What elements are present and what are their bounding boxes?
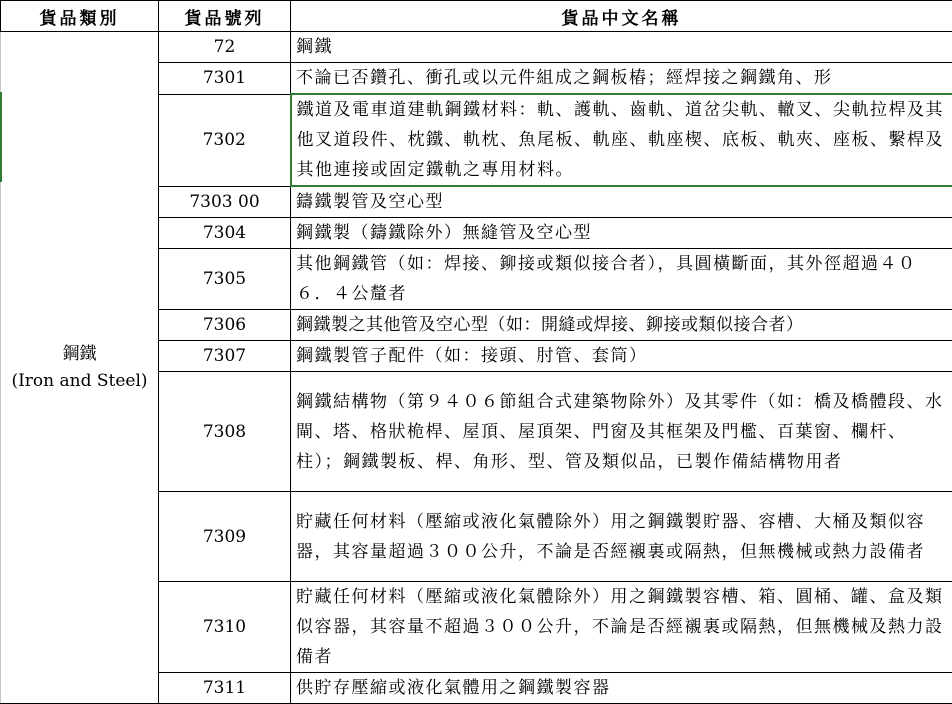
- code-cell[interactable]: 72: [159, 32, 291, 63]
- code-cell[interactable]: 7308: [159, 372, 291, 492]
- category-en: (Iron and Steel): [1, 368, 158, 395]
- code-cell[interactable]: 7302: [159, 94, 291, 186]
- header-row: [1, 1, 952, 32]
- desc-cell[interactable]: 貯藏任何材料（壓縮或液化氣體除外）用之鋼鐵製貯器、容槽、大桶及類似容器，其容量超過３００公升，不論是否經襯裏或隔熱，但無機械或熱力設備者: [291, 492, 952, 582]
- code-cell[interactable]: 7311: [159, 673, 291, 704]
- desc-cell[interactable]: 鋼鐵結構物（第９４０６節組合式建築物除外）及其零件（如：橋及橋體段、水閘、塔、格狀桅桿、屋頂、屋頂架、門窗及其框架及門檻、百葉窗、欄杆、柱）；鋼鐵製板、桿、角形、型、管及類似品，已製作備結構物用者: [291, 372, 952, 492]
- desc-cell[interactable]: 鋼鐵製之其他管及空心型（如：開縫或焊接、鉚接或類似接合者）: [291, 310, 952, 341]
- selection-edge-marker: [0, 92, 2, 182]
- code-cell[interactable]: 7301: [159, 63, 291, 95]
- desc-cell[interactable]: 其他鋼鐵管（如：焊接、鉚接或類似接合者），具圓橫斷面，其外徑超過４０６．４公釐者: [291, 249, 952, 310]
- desc-cell[interactable]: 鋼鐵製（鑄鐵除外）無縫管及空心型: [291, 218, 952, 249]
- code-cell[interactable]: 7304: [159, 218, 291, 249]
- header-category[interactable]: 貨品類別: [1, 1, 159, 32]
- desc-cell[interactable]: 不論已否鑽孔、衝孔或以元件組成之鋼板樁；經焊接之鋼鐵角、形: [291, 63, 952, 95]
- code-cell[interactable]: 7305: [159, 249, 291, 310]
- header-name[interactable]: 貨品中文名稱: [291, 1, 952, 32]
- header-code[interactable]: 貨品號列: [159, 1, 291, 32]
- code-cell[interactable]: 7310: [159, 582, 291, 673]
- desc-cell[interactable]: 鑄鐵製管及空心型: [291, 186, 952, 218]
- code-cell[interactable]: 7306: [159, 310, 291, 341]
- code-cell[interactable]: 7307: [159, 341, 291, 372]
- table-row: [1, 32, 952, 63]
- category-zh: 鋼鐵: [1, 341, 158, 368]
- desc-cell[interactable]: 貯藏任何材料（壓縮或液化氣體除外）用之鋼鐵製容槽、箱、圓桶、罐、盒及類似容器，其容量不超過３００公升，不論是否經襯裏或隔熱，但無機械及熱力設備者: [291, 582, 952, 673]
- category-cell[interactable]: [1, 32, 159, 704]
- code-cell[interactable]: 7303 00: [159, 186, 291, 218]
- code-cell[interactable]: 7309: [159, 492, 291, 582]
- desc-cell[interactable]: 鋼鐵製管子配件（如：接頭、肘管、套筒）: [291, 341, 952, 372]
- desc-cell[interactable]: 鐵道及電車道建軌鋼鐵材料：軌、護軌、齒軌、道岔尖軌、轍叉、尖軌拉桿及其他叉道段件、枕鐵、軌枕、魚尾板、軌座、軌座楔、底板、軌夾、座板、繫桿及其他連接或固定鐵軌之專用材料。: [291, 94, 952, 186]
- desc-cell[interactable]: 鋼鐵: [291, 32, 952, 63]
- desc-cell[interactable]: 供貯存壓縮或液化氣體用之鋼鐵製容器: [291, 673, 952, 704]
